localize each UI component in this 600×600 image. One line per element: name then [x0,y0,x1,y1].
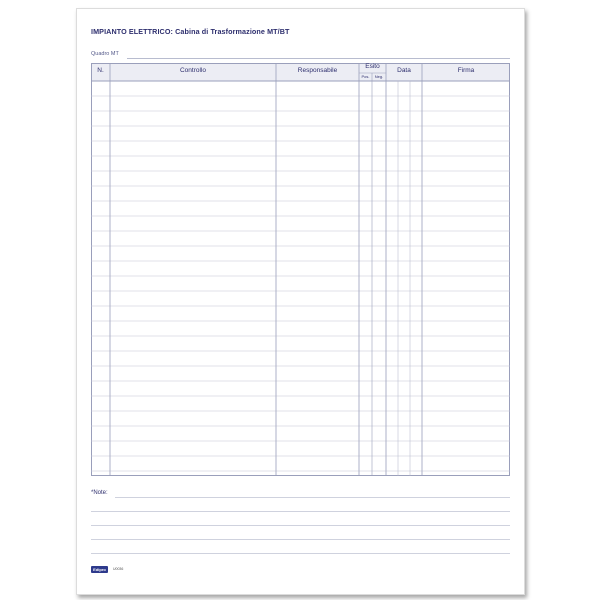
note-line[interactable] [115,497,510,498]
notes-label: *Note: [91,490,108,496]
column-header-firma: Firma [457,67,475,74]
column-header-esito: Esito [365,63,380,70]
brand-logo: Edipro [91,566,108,573]
column-header-n: N. [97,67,104,74]
form-title: IMPIANTO ELETTRICO: Cabina di Trasformazione MT/BT [91,27,290,36]
inspection-table [91,63,510,476]
column-header-esito-pos: Pos. [361,74,370,79]
quadro-label: Quadro MT [91,51,119,57]
note-line[interactable] [91,539,510,540]
column-header-controllo: Controllo [179,67,206,74]
table-border [92,64,510,476]
quadro-input-line[interactable] [127,58,510,59]
note-line[interactable] [91,553,510,554]
note-line[interactable] [91,525,510,526]
table-grid [91,63,510,476]
note-line[interactable] [91,511,510,512]
column-header-responsabile: Responsabile [297,67,338,74]
column-header-data: Data [397,67,411,74]
form-code: U0036 [113,567,124,571]
column-header-esito-neg: Neg. [374,74,384,79]
form-sheet [76,8,525,595]
